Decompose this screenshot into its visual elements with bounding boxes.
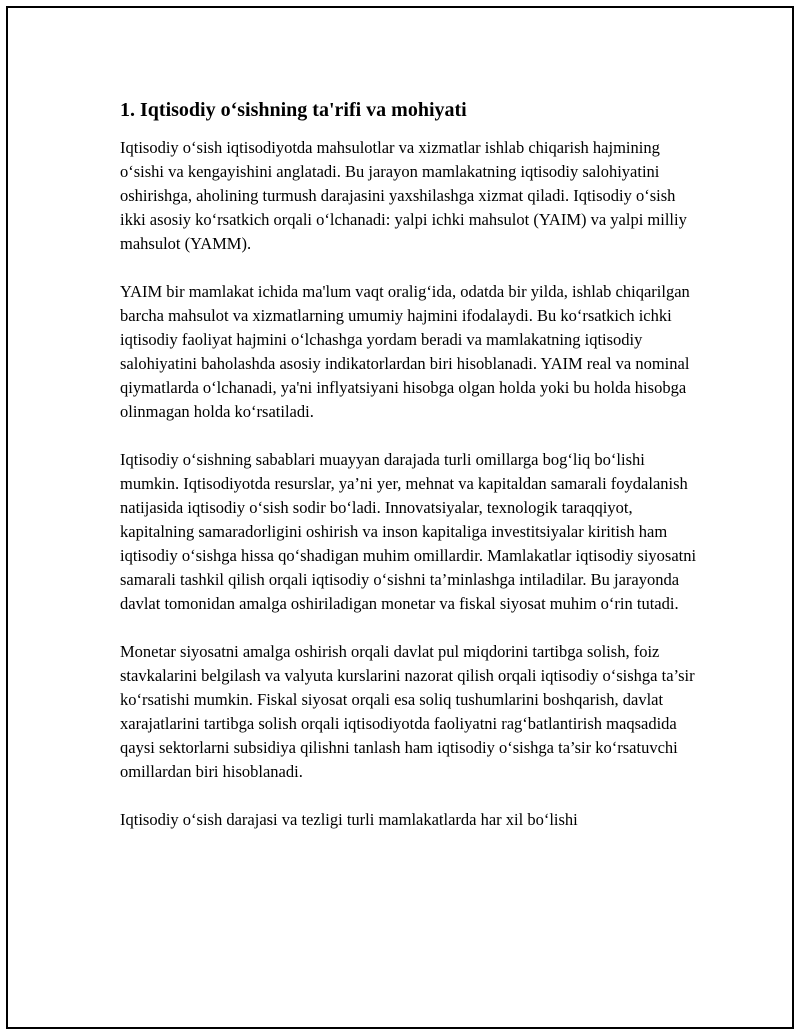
document-body [120,96,700,856]
section-heading: 1. Iqtisodiy o‘sishning ta'rifi va mohiyati [120,99,467,121]
paragraph: Monetar siyosatni amalga oshirish orqali davlat pul miqdorini tartibga solish, foiz stavkalarini belgilash va valyuta kurslarini nazorat qilish orqali iqtisodiy o‘sishga ta’sir ko‘rsatishi mumkin. Fiskal siyosat orqali esa soliq tushumlarini boshqarish, davlat xarajatlarini tartibga solish orqali iqtisodiyotda faoliyatni rag‘batlantirish maqsadida qaysi sektorlarni subsidiya qilishni tanlash ham iqtisodiy o‘sishga ta’sir ko‘rsatuvchi omillardan biri hisoblanadi. [120,642,695,781]
paragraph: YAIM bir mamlakat ichida ma'lum vaqt oralig‘ida, odatda bir yilda, ishlab chiqarilgan barcha mahsulot va xizmatlarning umumiy hajmini ifodalaydi. Bu ko‘rsatkich ichki iqtisodiy faoliyat hajmini o‘lchashga yordam beradi va mamlakatning iqtisodiy salohiyatini baholashda asosiy indikatorlardan biri hisoblanadi. YAIM real va nominal qiymatlarda o‘lchanadi, ya'ni inflyatsiyani hisobga olgan holda yoki bu holda hisobga olinmagan holda ko‘rsatiladi. [120,282,690,421]
paragraph: Iqtisodiy o‘sishning sabablari muayyan darajada turli omillarga bog‘liq bo‘lishi mumkin. Iqtisodiyotda resurslar, ya’ni yer, mehnat va kapitaldan samarali foydalanish natijasida iqtisodiy o‘sish sodir bo‘ladi. Innovatsiyalar, texnologik taraqqiyot, kapitalning samaradorligini oshirish va inson kapitaliga investitsiyalar kiritish ham iqtisodiy o‘sishga hissa qo‘shadigan muhim omillardir. Mamlakatlar iqtisodiy siyosatni samarali tashkil qilish orqali iqtisodiy o‘sishni ta’minlashga intiladilar. Bu jarayonda davlat tomonidan amalga oshiriladigan monetar va fiskal siyosat muhim o‘rin tutadi. [120,450,697,613]
page-frame [6,6,794,1029]
paragraph: Iqtisodiy o‘sish darajasi va tezligi turli mamlakatlarda har xil bo‘lishi [120,810,578,829]
paragraph: Iqtisodiy o‘sish iqtisodiyotda mahsulotlar va xizmatlar ishlab chiqarish hajmining o‘sishi va kengayishini anglatadi. Bu jarayon mamlakatning iqtisodiy salohiyatini oshirishga, aholining turmush darajasini yaxshilashga xizmat qiladi. Iqtisodiy o‘sish ikki asosiy ko‘rsatkich orqali o‘lchanadi: yalpi ichki mahsulot (YAIM) va yalpi milliy mahsulot (YAMM). [120,138,687,253]
